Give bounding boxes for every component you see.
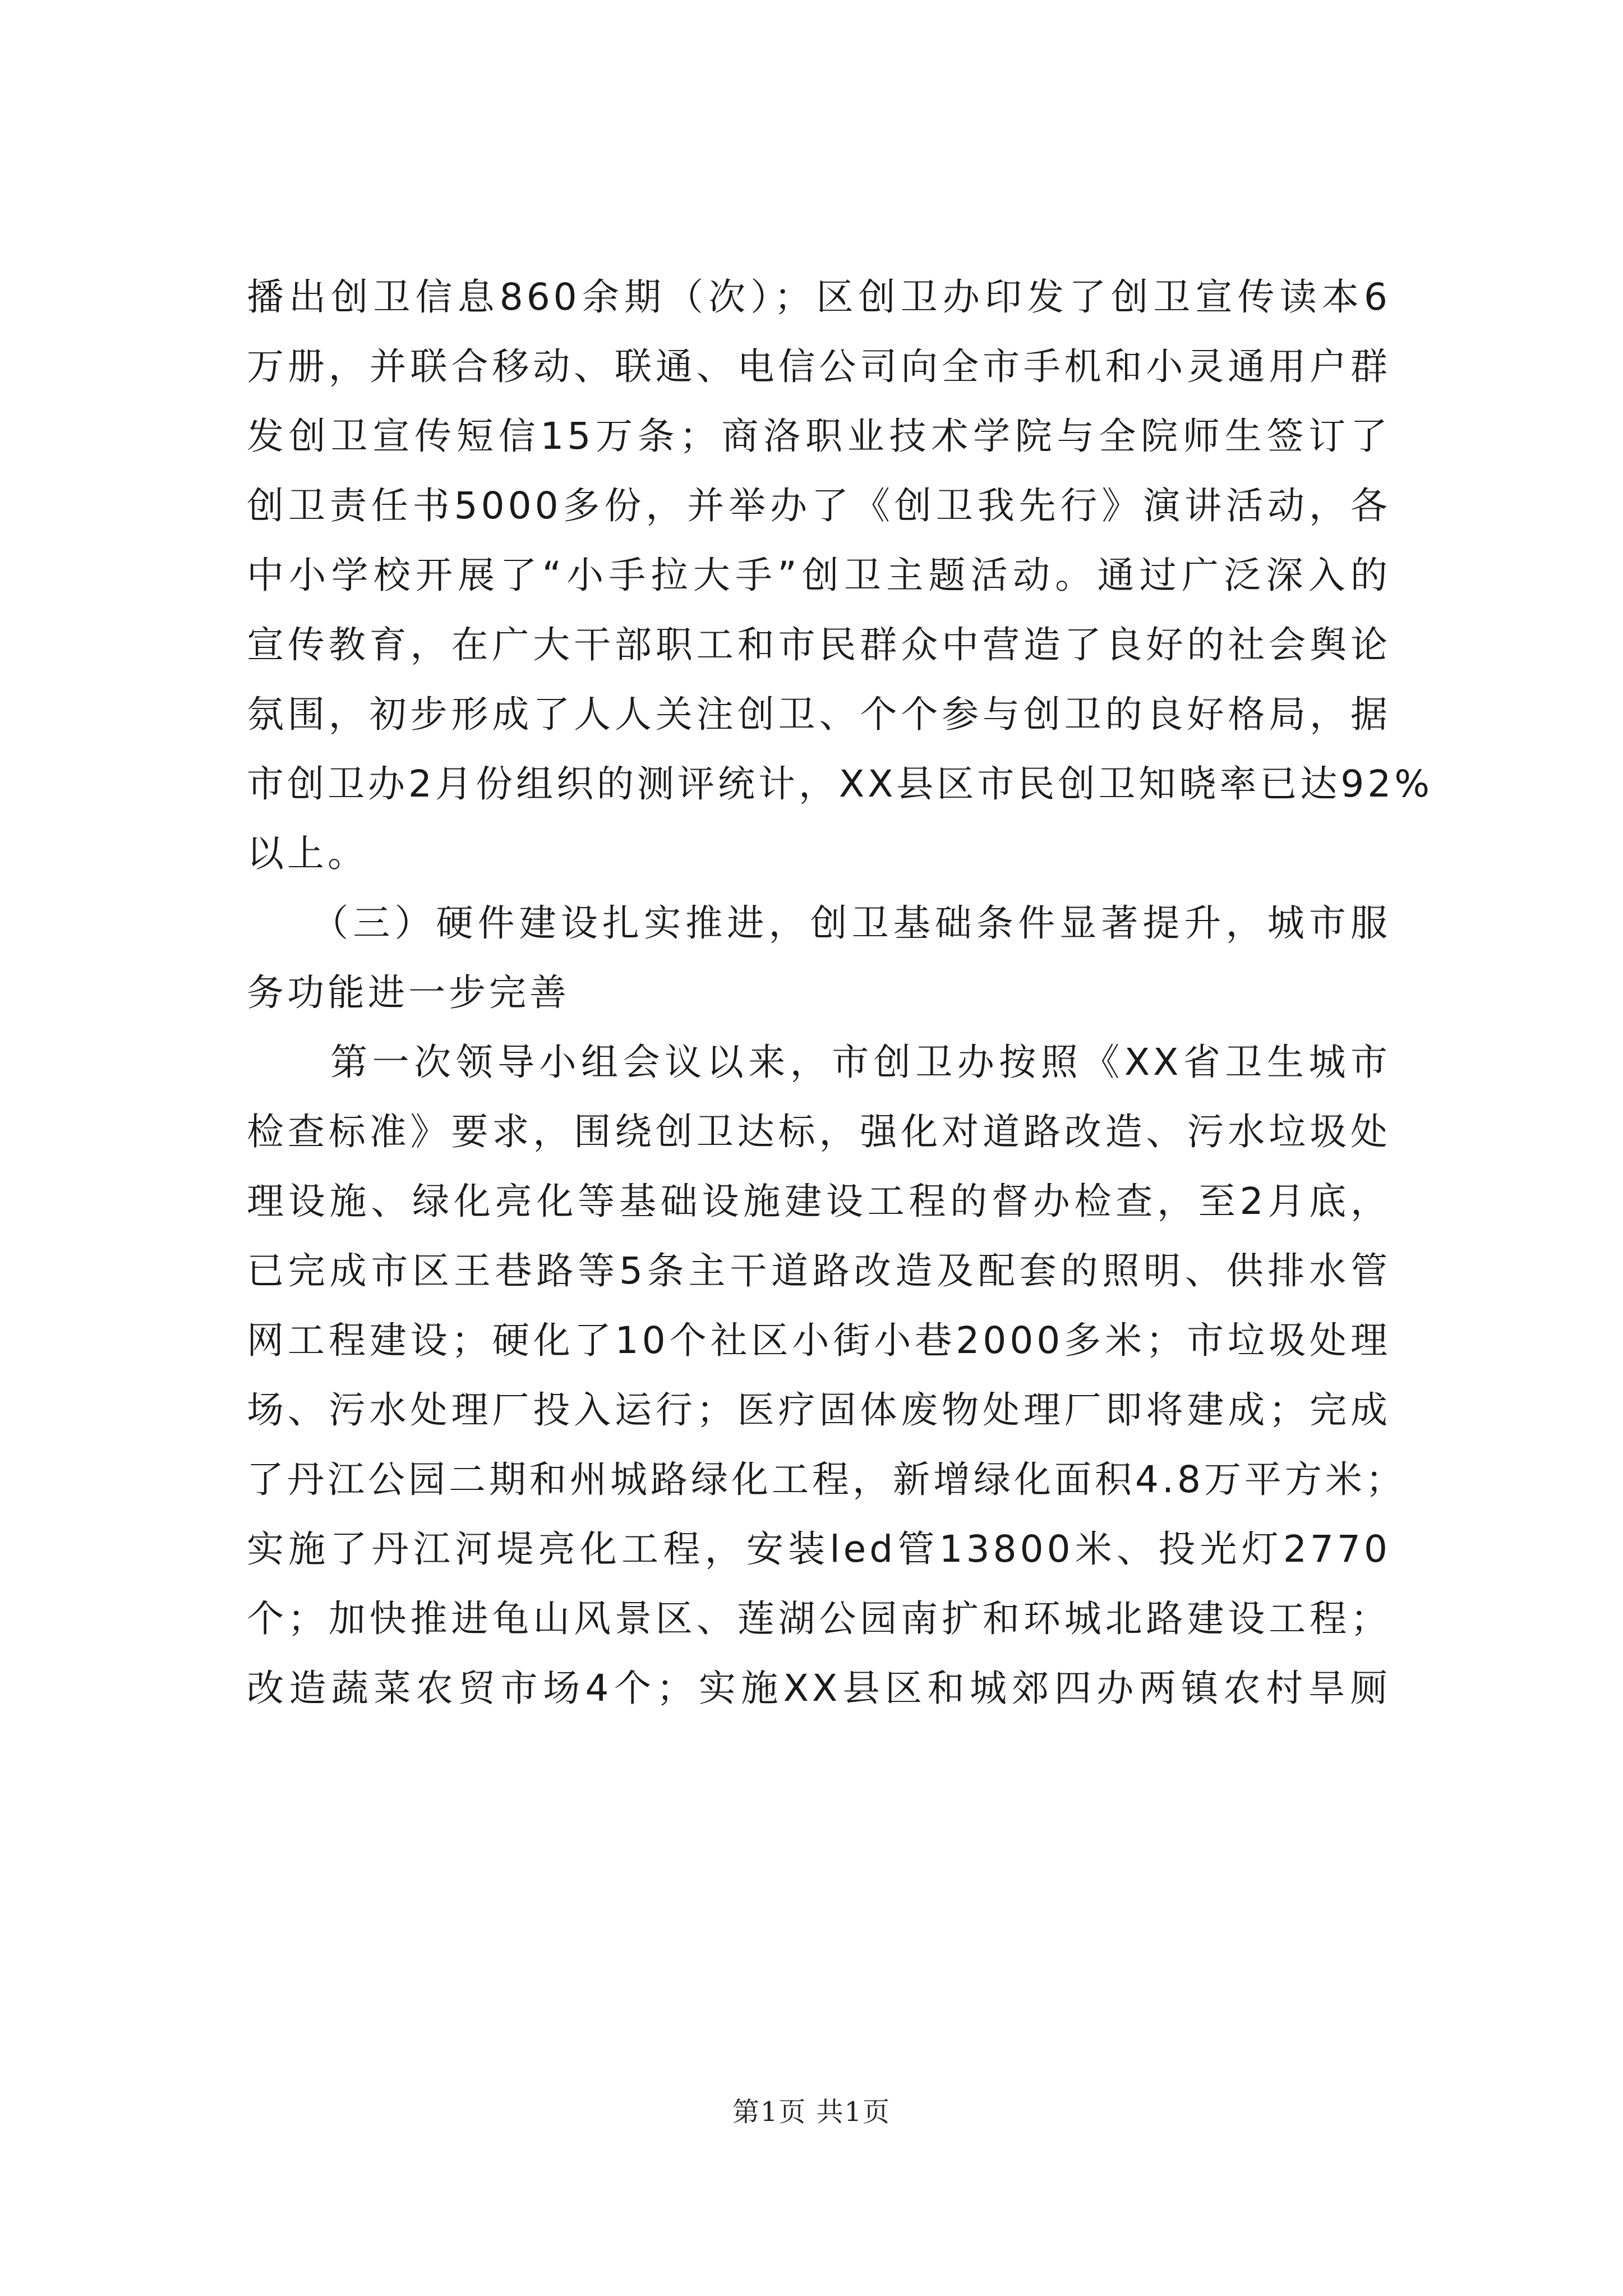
text-line: 场、污水处理厂投入运行；医疗固体废物处理厂即将建成；完成	[247, 1388, 1391, 1432]
text-line: 实施了丹江河堤亮化工程，安装led管13800米、投光灯2770	[247, 1527, 1391, 1571]
text-line: 理设施、绿化亮化等基础设施建设工程的督办检查，至2月底，	[247, 1180, 1391, 1223]
text-line: 第一次领导小组会议以来，市创卫办按照《XX省卫生城市	[247, 1041, 1391, 1084]
text-line: 检查标准》要求，围绕创卫达标，强化对道路改造、污水垃圾处	[247, 1110, 1391, 1153]
text-line: 个；加快推进龟山风景区、莲湖公园南扩和环城北路建设工程；	[247, 1597, 1391, 1640]
text-line: 以上。	[247, 832, 368, 875]
section-heading-line: 务功能进一步完善	[247, 971, 570, 1014]
section-heading-line: （三）硬件建设扎实推进，创卫基础条件显著提升，城市服	[247, 901, 1391, 945]
text-line: 已完成市区王巷路等5条主干道路改造及配套的照明、供排水管	[247, 1249, 1391, 1292]
text-line: 宣传教育，在广大干部职工和市民群众中营造了良好的社会舆论	[247, 623, 1391, 666]
text-line: 播出创卫信息860余期（次）；区创卫办印发了创卫宣传读本6	[247, 275, 1391, 319]
page-number-footer: 第1页 共1页	[732, 2096, 891, 2128]
text-line: 改造蔬菜农贸市场4个；实施XX县区和城郊四办两镇农村旱厕	[247, 1667, 1391, 1710]
text-line: 中小学校开展了“小手拉大手”创卫主题活动。通过广泛深入的	[247, 554, 1391, 597]
body-text	[247, 263, 1433, 1723]
text-line: 市创卫办2月份组织的测评统计，XX县区市民创卫知晓率已达92%	[247, 762, 1433, 806]
text-line: 创卫责任书5000多份，并举办了《创卫我先行》演讲活动，各	[247, 484, 1391, 527]
text-line: 万册，并联合移动、联通、电信公司向全市手机和小灵通用户群	[247, 345, 1391, 388]
text-line: 了丹江公园二期和州城路绿化工程，新增绿化面积4.8万平方米；	[247, 1458, 1406, 1501]
text-line: 氛围，初步形成了人人关注创卫、个个参与创卫的良好格局，据	[247, 693, 1391, 736]
text-line: 发创卫宣传短信15万条；商洛职业技术学院与全院师生签订了	[247, 415, 1391, 458]
text-line: 网工程建设；硬化了10个社区小街小巷2000多米；市垃圾处理	[247, 1319, 1391, 1362]
